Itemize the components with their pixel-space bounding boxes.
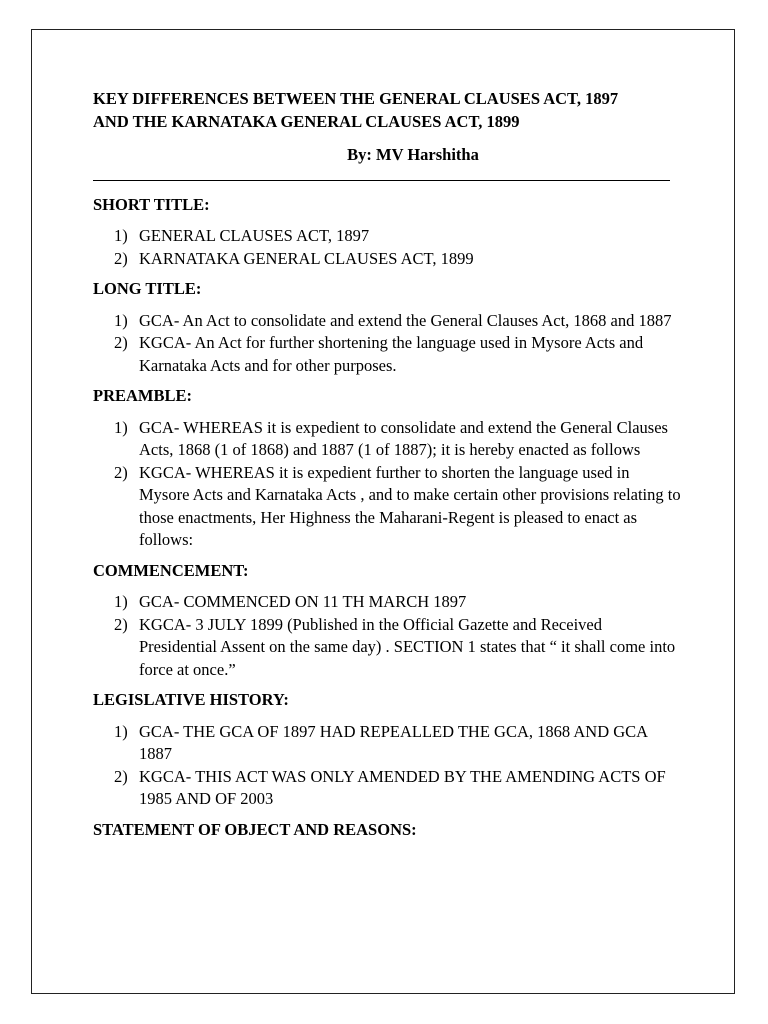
section-short-title — [93, 194, 683, 271]
numbered-list — [93, 225, 683, 270]
title-line-2: AND THE KARNATAKA GENERAL CLAUSES ACT, 1899 — [93, 111, 520, 131]
list-item: GCA- COMMENCED ON 11 TH MARCH 1897 — [139, 592, 467, 611]
list-item: KARNATAKA GENERAL CLAUSES ACT, 1899 — [139, 248, 474, 268]
section-long-title — [93, 278, 683, 377]
title-line-1: KEY DIFFERENCES BETWEEN THE GENERAL CLAUSES ACT, 1897 — [93, 89, 619, 108]
list-item: KGCA- An Act for further shortening the language used in Mysore Acts and Karnataka Acts and for other purposes. — [139, 333, 644, 375]
section-legislative-history — [93, 689, 683, 811]
document-title — [93, 88, 683, 133]
numbered-list — [93, 310, 683, 378]
list-item: KGCA- WHEREAS it is expedient further to shorten the language used in Mysore Acts and Karnataka Acts , and to make certain other provisions relating to those enactments, Her Highness the Maharani-Regent is pleased to enact as follows: — [139, 462, 681, 549]
title-divider — [93, 180, 670, 181]
numbered-list — [93, 417, 683, 552]
list-item: GENERAL CLAUSES ACT, 1897 — [139, 226, 370, 245]
document-body — [93, 88, 683, 841]
numbered-list — [93, 721, 683, 811]
numbered-list — [93, 591, 683, 681]
section-commencement — [93, 560, 683, 682]
list-item: KGCA- 3 JULY 1899 (Published in the Official Gazette and Received Presidential Assent on the same day) . SECTION 1 states that “ it shall come into force at once.” — [139, 614, 676, 679]
section-heading: LEGISLATIVE HISTORY: — [93, 690, 289, 709]
section-heading: COMMENCEMENT: — [93, 560, 249, 580]
section-heading: STATEMENT OF OBJECT AND REASONS: — [93, 819, 417, 839]
section-heading: PREAMBLE: — [93, 386, 192, 405]
section-preamble — [93, 385, 683, 552]
list-item: GCA- An Act to consolidate and extend the General Clauses Act, 1868 and 1887 — [139, 310, 672, 330]
list-item: GCA- THE GCA OF 1897 HAD REPEALLED THE GCA, 1868 AND GCA 1887 — [139, 721, 648, 763]
section-heading: LONG TITLE: — [93, 279, 202, 298]
list-item: KGCA- THIS ACT WAS ONLY AMENDED BY THE AMENDING ACTS OF 1985 AND OF 2003 — [139, 766, 666, 808]
section-statement-of-object — [93, 819, 683, 842]
list-item: GCA- WHEREAS it is expedient to consolidate and extend the General Clauses Acts, 1868 (1 of 1868) and 1887 (1 of 1887); it is hereby enacted as follows — [139, 417, 668, 459]
section-heading: SHORT TITLE: — [93, 194, 210, 214]
author-byline: By: MV Harshitha — [347, 145, 479, 164]
